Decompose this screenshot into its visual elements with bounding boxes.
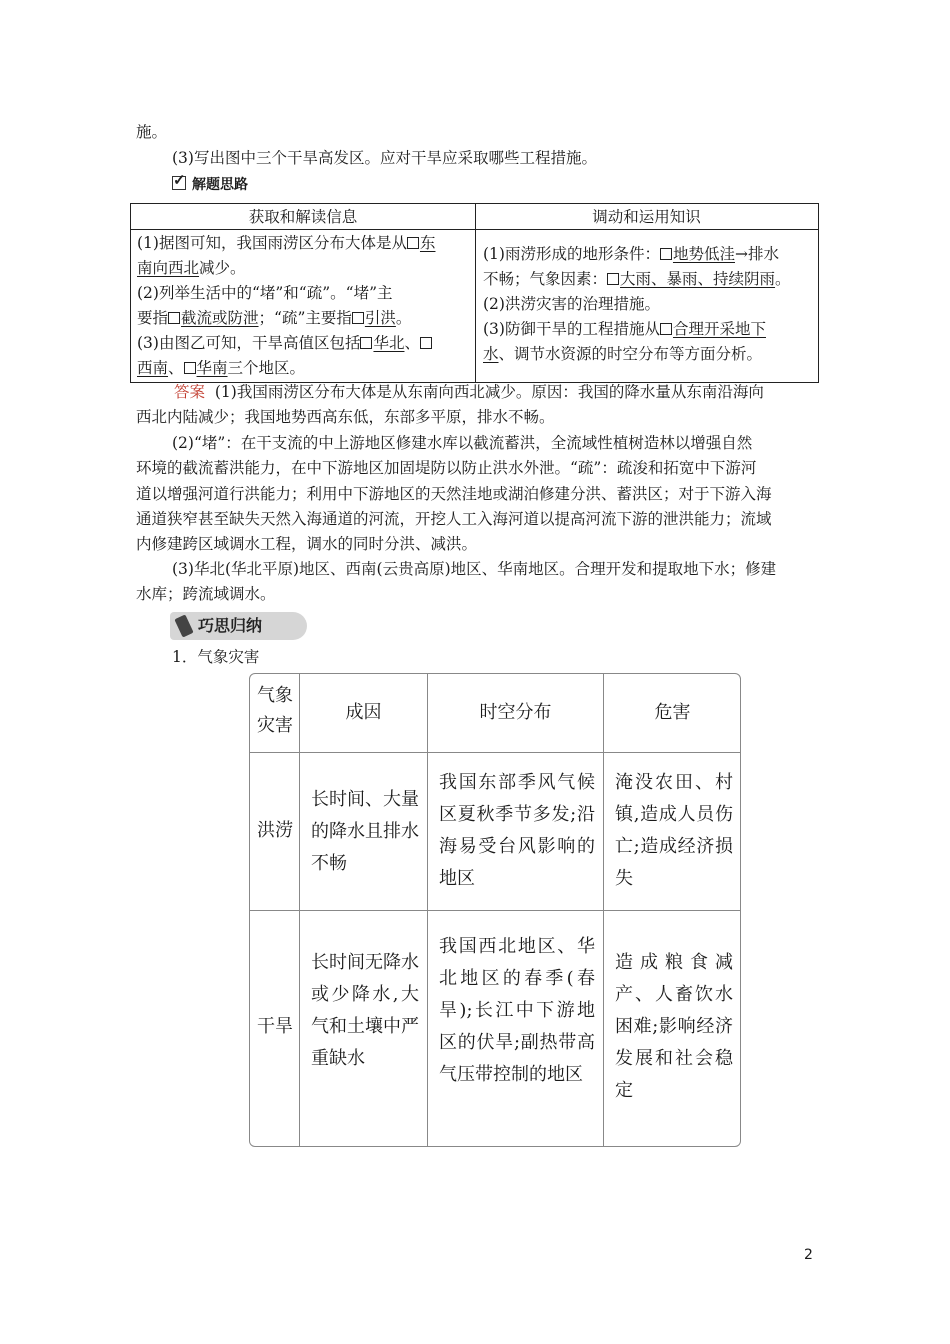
blank-box-icon (360, 337, 372, 349)
blank-box-icon (184, 362, 196, 374)
blank-box-icon (660, 248, 672, 260)
answer-text: (2)“堵”：在干支流的中上游地区修建水库以截流蓄洪，全流域性植树造林以增强自然 (172, 434, 753, 452)
row-drought-cause: 长时间无降水或少降水,大气和土壤中严重缺水 (311, 952, 419, 1069)
header-harm: 危害 (654, 702, 691, 723)
answer-text: 道以增强河道行洪能力；利用中下游地区的天然洼地或湖泊修建分洪、蓄洪区；对于下游入海 (136, 485, 772, 503)
analysis-right-cell: (1)雨涝形成的地形条件： 地势低洼→排水 不畅；气象因素： 大雨、暴雨、持续阴雨。 (2)洪涝灾害的治理措施。 (3)防御干旱的工程措施从 合理开采地下 水、调节水资源的时空分布等方面分析。 (483, 245, 791, 363)
row-flood-type: 洪涝 (257, 820, 293, 841)
analysis-header-left: 获取和解读信息 (131, 204, 475, 230)
row-flood-cause: 长时间、大量的降水且排水不畅 (311, 789, 419, 874)
header-disaster-type: 气象灾害 (257, 685, 293, 736)
answer-text: 水库；跨流域调水。 (136, 585, 276, 603)
answer-line: 答案 (1)我国雨涝区分布大体是从东南向西北减少。原因：我国的降水量从东南沿海向 (174, 383, 764, 401)
summary-banner (170, 612, 307, 640)
question-3: (3)写出图中三个干旱高发区。应对干旱应采取哪些工程措施。 (172, 149, 597, 167)
answer-text: (3)华北(华北平原)地区、西南(云贵高原)地区、华南地区。合理开发和提取地下水；修建 (172, 560, 777, 578)
blank-box-icon (168, 312, 180, 324)
page-number: 2 (804, 1247, 813, 1263)
row-drought-distribution: 我国西北地区、华北地区的春季(春旱);长江中下游地区的伏旱;副热带高气压带控制的地区 (439, 936, 595, 1085)
disaster-table (249, 673, 741, 1147)
analysis-table (130, 203, 819, 383)
answer-text: 环境的截流蓄洪能力，在中下游地区加固堤防以防止洪水外泄。“疏”：疏浚和拓宽中下游河 (136, 459, 757, 477)
answer-text: 通道狭窄甚至缺失天然入海通道的河流，开挖人工入海河道以提高河流下游的泄洪能力；流域 (136, 510, 772, 528)
header-cause: 成因 (345, 702, 382, 723)
header-distribution: 时空分布 (479, 702, 552, 723)
pen-icon (174, 614, 193, 637)
blank-box-icon (407, 237, 419, 249)
analysis-header-right: 调动和运用知识 (475, 204, 818, 230)
answer-text: 西北内陆减少；我国地势西高东低，东部多平原，排水不畅。 (136, 408, 555, 426)
row-flood-distribution: 我国东部季风气候区夏秋季节多发;沿海易受台风影响的地区 (439, 772, 595, 889)
row-flood-harm: 淹没农田、村镇,造成人员伤亡;造成经济损失 (615, 772, 733, 889)
blank-box-icon (352, 312, 364, 324)
column-divider (475, 204, 476, 382)
intro-line-1: 施。 (136, 123, 168, 141)
answer-label: 答案 (174, 383, 206, 401)
subheading: 1．气象灾害 (172, 648, 260, 666)
blank-box-icon (420, 337, 432, 349)
banner-label: 巧思归纳 (198, 616, 263, 635)
row-drought-harm: 造成粮食减产、人畜饮水困难;影响经济发展和社会稳定 (615, 952, 733, 1101)
section-title: 解题思路 (192, 177, 248, 193)
analysis-left-cell: (1)据图可知，我国雨涝区分布大体是从 东 南向西北减少。 (2)列举生活中的“堵”和“疏”。“堵”主 要指 截流或防泄；“疏”主要指 引洪。 (3)由图乙可知，干旱高值区包括 华北、 西南、 华南三个地区。 (137, 234, 436, 377)
checkbox-icon (172, 176, 186, 190)
blank-box-icon (660, 323, 672, 335)
answer-text: 内修建跨区域调水工程，调水的同时分洪、减洪。 (136, 535, 478, 553)
blank-box-icon (607, 273, 619, 285)
row-drought-type: 干旱 (257, 1016, 293, 1037)
